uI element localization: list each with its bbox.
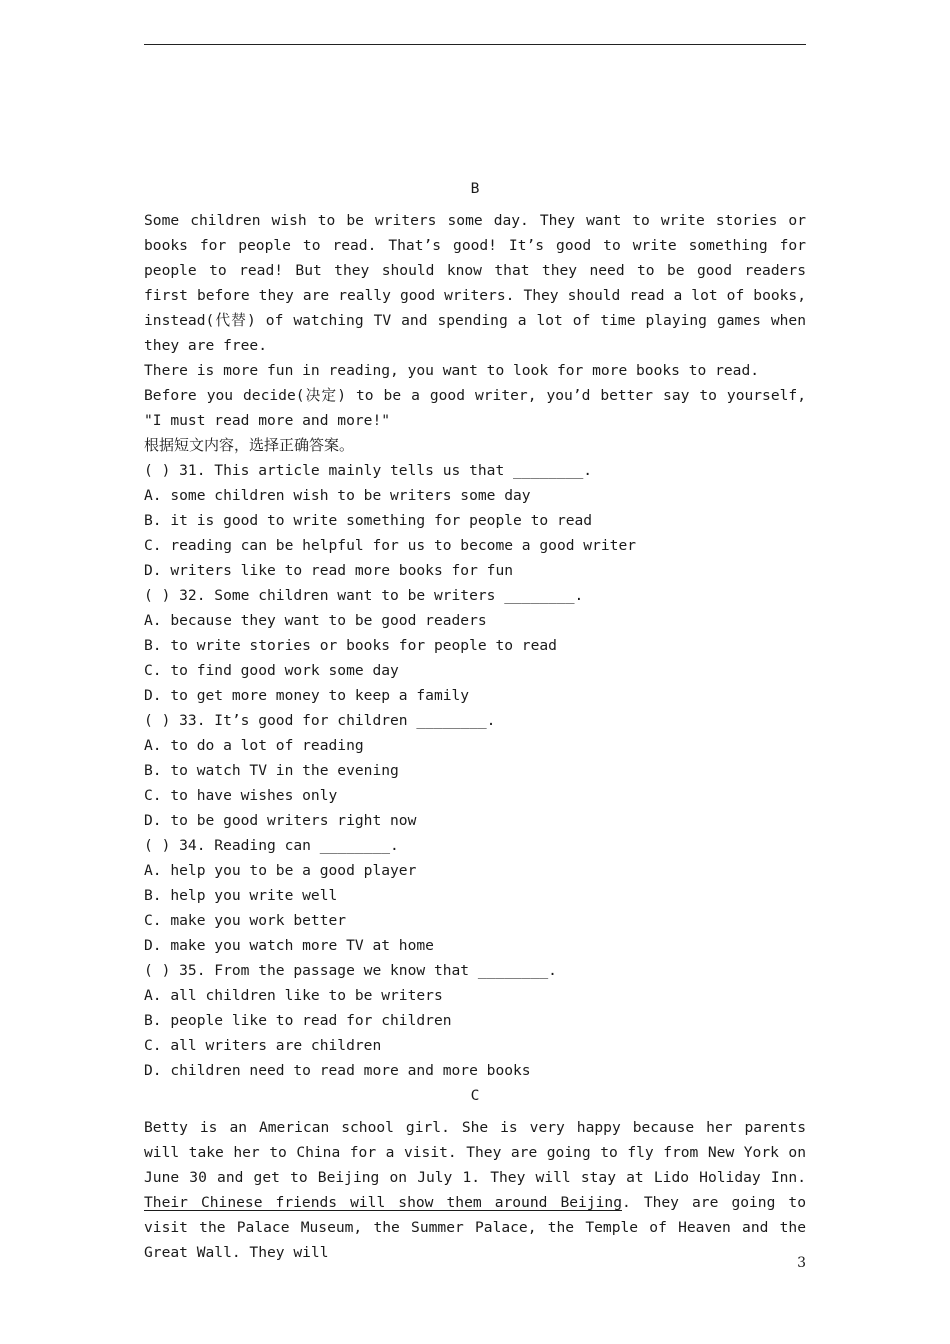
option-b: B. it is good to write something for people to read [144,512,593,529]
question-32 [144,583,806,708]
question-stem: ( ) 32. Some children want to be writers ________. [144,587,584,604]
question-stem: ( ) 33. It’s good for children ________. [144,712,496,729]
option-c: C. all writers are children [144,1037,382,1054]
instruction-text: 根据短文内容，选择正确答案。 [144,436,355,454]
question-31 [144,458,806,583]
option-c: C. to find good work some day [144,662,399,679]
document-body [144,176,806,1265]
option-b: B. people like to read for children [144,1012,452,1029]
question-35 [144,958,806,1083]
passage-c-text-before: Betty is an American school girl. She is very happy because her parents will take her to China for a visit. They are going to fly from New York on June 30 and get to Beijing on July 1. They will stay at Lido Holiday Inn. [144,1119,806,1186]
passage-b-paragraph-1: Some children wish to be writers some day. They want to write stories or books for people to read. That’s good! It’s good to write something for people to read! But they should know that they need to be good readers first before they are really good writers. They should read a lot of books, instead(代替) of watching TV and spending a lot of time playing games when they are free. [144,212,806,354]
page-number: 3 [797,1255,806,1271]
question-stem: ( ) 34. Reading can ________. [144,837,399,854]
option-a: A. because they want to be good readers [144,612,487,629]
option-b: B. to write stories or books for people to read [144,637,557,654]
option-d: D. to get more money to keep a family [144,687,470,704]
option-c: C. reading can be helpful for us to become a good writer [144,537,637,554]
question-33 [144,708,806,833]
passage-c-paragraph [144,1115,806,1265]
question-stem: ( ) 35. From the passage we know that ________. [144,962,557,979]
option-a: A. help you to be a good player [144,862,417,879]
option-c: C. to have wishes only [144,787,338,804]
option-d: D. children need to read more and more books [144,1062,531,1079]
option-a: A. some children wish to be writers some day [144,487,531,504]
option-c: C. make you work better [144,912,347,929]
header-rule [144,44,806,45]
passage-c-underlined-sentence: Their Chinese friends will show them around Beijing [144,1194,622,1211]
passage-b-paragraph-2: There is more fun in reading, you want to look for more books to read. [144,362,760,379]
section-b-title: B [470,180,480,197]
passage-c-text-after: . They are going to visit the Palace Museum, the Summer Palace, the Temple of Heaven and the Great Wall. They will [144,1194,806,1261]
option-b: B. help you write well [144,887,338,904]
option-a: A. all children like to be writers [144,987,443,1004]
option-a: A. to do a lot of reading [144,737,364,754]
option-d: D. to be good writers right now [144,812,417,829]
question-stem: ( ) 31. This article mainly tells us that ________. [144,462,593,479]
question-34 [144,833,806,958]
option-d: D. writers like to read more books for fun [144,562,514,579]
passage-b-paragraph-3: Before you decide(决定) to be a good writer, you’d better say to yourself, "I must read more and more!" [144,387,806,429]
section-c-title: C [470,1087,480,1104]
option-d: D. make you watch more TV at home [144,937,434,954]
option-b: B. to watch TV in the evening [144,762,399,779]
